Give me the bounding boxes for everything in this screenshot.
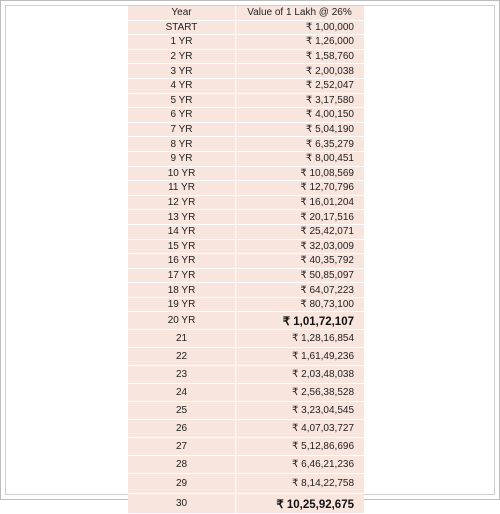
table-row: [128, 438, 364, 456]
table-row: [128, 21, 364, 36]
table-row: [128, 167, 364, 182]
row-year: 18 YR: [167, 284, 196, 296]
row-year: 25: [175, 405, 188, 417]
row-year: 8 YR: [170, 138, 193, 150]
row-year: 12 YR: [167, 197, 196, 209]
table-row: [128, 240, 364, 255]
header-year: Year: [171, 7, 192, 19]
table-row: [128, 35, 364, 50]
row-year: 7 YR: [170, 124, 193, 136]
row-value: ₹ 4,07,03,727: [292, 423, 354, 435]
table-row: [128, 366, 364, 384]
row-value: ₹ 2,52,047: [305, 80, 354, 92]
row-year: 22: [175, 351, 188, 363]
row-value: ₹ 64,07,223: [300, 284, 354, 296]
row-year: 9 YR: [170, 153, 193, 165]
row-value: ₹ 12,70,796: [300, 182, 354, 194]
table-row: [128, 348, 364, 366]
table-row: [128, 312, 364, 330]
row-year: 1 YR: [170, 36, 193, 48]
table-row: [128, 254, 364, 269]
table-row: [128, 123, 364, 138]
row-year: 6 YR: [170, 109, 193, 121]
row-year: 30: [175, 498, 188, 510]
table-row: [128, 64, 364, 79]
table-row: [128, 283, 364, 298]
row-value: ₹ 2,00,038: [305, 65, 354, 77]
table-row: [128, 210, 364, 225]
table-header: [128, 6, 364, 21]
row-year: 24: [175, 387, 188, 399]
row-year: 23: [175, 369, 188, 381]
table-body: [128, 21, 364, 514]
row-year: 3 YR: [170, 65, 193, 77]
row-year: 13 YR: [167, 211, 196, 223]
table-row: [128, 79, 364, 94]
row-value: ₹ 2,56,38,528: [292, 387, 354, 399]
row-year: 2 YR: [170, 51, 193, 63]
row-value: ₹ 3,23,04,545: [292, 405, 354, 417]
row-value: ₹ 8,00,451: [305, 153, 354, 165]
header-value: Value of 1 Lakh @ 26%: [247, 7, 352, 19]
row-value: ₹ 32,03,009: [300, 240, 354, 252]
row-year: 11 YR: [168, 182, 195, 194]
row-value: ₹ 1,26,000: [305, 36, 354, 48]
row-year: 17 YR: [167, 269, 196, 281]
table-row: [128, 94, 364, 109]
table-row: [128, 494, 364, 514]
row-year: 5 YR: [170, 94, 193, 106]
row-value: ₹ 1,58,760: [305, 51, 354, 63]
row-year: 16 YR: [167, 255, 196, 267]
table-row: [128, 298, 364, 313]
row-value: ₹ 1,00,000: [305, 21, 354, 33]
row-year: 21: [175, 333, 188, 345]
row-year: 4 YR: [170, 80, 193, 92]
column-divider: [235, 6, 236, 514]
row-value: ₹ 5,12,86,696: [292, 441, 354, 453]
table-row: [128, 420, 364, 438]
row-value: ₹ 1,01,72,107: [282, 315, 354, 328]
row-year: 15 YR: [167, 240, 196, 252]
table-row: [128, 402, 364, 420]
row-value: ₹ 25,42,071: [300, 226, 354, 238]
row-year: 20 YR: [167, 315, 196, 327]
row-year: 27: [175, 441, 188, 453]
row-value: ₹ 10,08,569: [300, 167, 354, 179]
table-row: [128, 108, 364, 123]
row-year: 29: [175, 478, 188, 490]
table-row: [128, 384, 364, 402]
table-row: [128, 474, 364, 494]
table-row: [128, 50, 364, 65]
table-row: [128, 181, 364, 196]
row-value: ₹ 8,14,22,758: [292, 478, 354, 490]
table-row: [128, 225, 364, 240]
row-year: 19 YR: [167, 299, 196, 311]
row-year: START: [165, 21, 198, 33]
row-value: ₹ 2,03,48,038: [292, 369, 354, 381]
row-value: ₹ 4,00,150: [305, 109, 354, 121]
row-value: ₹ 20,17,516: [300, 211, 354, 223]
table-row: [128, 137, 364, 152]
row-year: 28: [175, 459, 188, 471]
table-row: [128, 330, 364, 348]
row-value: ₹ 3,17,580: [305, 94, 354, 106]
row-value: ₹ 40,35,792: [300, 255, 354, 267]
table-row: [128, 269, 364, 284]
row-value: ₹ 16,01,204: [300, 197, 354, 209]
row-value: ₹ 50,85,097: [300, 269, 354, 281]
row-year: 10 YR: [167, 167, 196, 179]
row-value: ₹ 1,28,16,854: [292, 333, 354, 345]
table-row: [128, 456, 364, 474]
growth-table: [128, 6, 364, 514]
row-value: ₹ 1,61,49,236: [292, 351, 354, 363]
row-value: ₹ 80,73,100: [300, 299, 354, 311]
table-row: [128, 152, 364, 167]
row-value: ₹ 5,04,190: [305, 124, 354, 136]
row-value: ₹ 6,46,21,236: [292, 459, 354, 471]
row-year: 26: [175, 423, 188, 435]
row-value: ₹ 10,25,92,675: [276, 498, 354, 511]
row-value: ₹ 6,35,279: [305, 138, 354, 150]
table-row: [128, 196, 364, 211]
row-year: 14 YR: [167, 226, 196, 238]
